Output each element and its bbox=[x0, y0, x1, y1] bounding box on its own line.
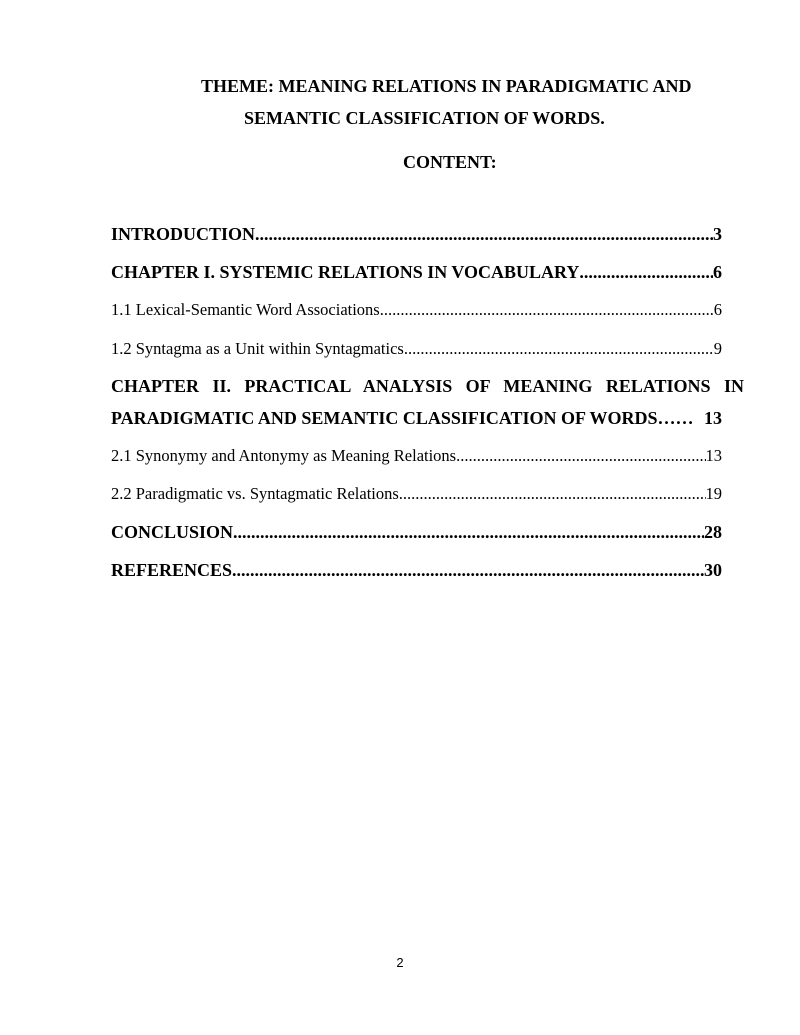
toc-entry-label: 2.1 Synonymy and Antonymy as Meaning Relations bbox=[111, 446, 457, 465]
toc-entry-chapter-1[interactable] bbox=[111, 261, 722, 283]
page-number: 2 bbox=[396, 955, 404, 970]
document-title-line-2: SEMANTIC CLASSIFICATION OF WORDS. bbox=[244, 108, 605, 128]
toc-page-number: 3 bbox=[713, 224, 722, 244]
toc-entry-label: INTRODUCTION bbox=[111, 224, 256, 244]
document-title-line-1: THEME: MEANING RELATIONS IN PARADIGMATIC AND bbox=[201, 76, 692, 96]
toc-dot-leader bbox=[232, 559, 704, 581]
toc-dot-leader bbox=[399, 483, 706, 505]
content-heading: CONTENT: bbox=[403, 152, 497, 172]
toc-page-number: 6 bbox=[713, 300, 722, 319]
toc-dot-leader bbox=[404, 338, 714, 360]
toc-entry-section-1-1[interactable] bbox=[111, 299, 722, 321]
toc-entry-label: 2.2 Paradigmatic vs. Syntagmatic Relations bbox=[111, 484, 399, 503]
toc-page-number: 13 bbox=[704, 408, 722, 428]
toc-entry-label: 1.2 Syntagma as a Unit within Syntagmatics bbox=[111, 339, 404, 358]
toc-entry-label: CHAPTER I. SYSTEMIC RELATIONS IN VOCABULARY bbox=[111, 262, 580, 282]
toc-dot-leader bbox=[255, 223, 713, 245]
toc-entry-introduction[interactable] bbox=[111, 223, 722, 245]
toc-page-number: 28 bbox=[704, 522, 722, 542]
toc-entry-section-1-2[interactable] bbox=[111, 338, 722, 360]
toc-page-number: 19 bbox=[705, 484, 722, 503]
toc-entry-conclusion[interactable] bbox=[111, 521, 722, 543]
toc-entry-label: 1.1 Lexical-Semantic Word Associations bbox=[111, 300, 380, 319]
toc-page-number: 13 bbox=[705, 446, 722, 465]
toc-entry-section-2-1[interactable] bbox=[111, 445, 722, 467]
toc-page-number: 9 bbox=[713, 339, 722, 358]
toc-dot-leader bbox=[380, 299, 714, 321]
toc-entry-chapter-2[interactable] bbox=[111, 407, 722, 429]
toc-dot-leader bbox=[579, 261, 713, 283]
toc-entry-label: REFERENCES bbox=[111, 560, 233, 580]
toc-entry-references[interactable] bbox=[111, 559, 722, 581]
toc-entry-section-2-2[interactable] bbox=[111, 483, 722, 505]
toc-page-number: 30 bbox=[704, 560, 722, 580]
toc-dot-leader bbox=[233, 521, 704, 543]
toc-entry-label: CONCLUSION bbox=[111, 522, 234, 542]
toc-entry-label: CHAPTER II. PRACTICAL ANALYSIS OF MEANING RELATIONS IN bbox=[111, 376, 744, 396]
toc-entry-label: PARADIGMATIC AND SEMANTIC CLASSIFICATION OF WORDS…… bbox=[111, 408, 694, 428]
toc-entry-chapter-2-line-1[interactable] bbox=[111, 375, 744, 397]
toc-dot-leader bbox=[456, 445, 705, 467]
toc-page-number: 6 bbox=[713, 262, 722, 282]
